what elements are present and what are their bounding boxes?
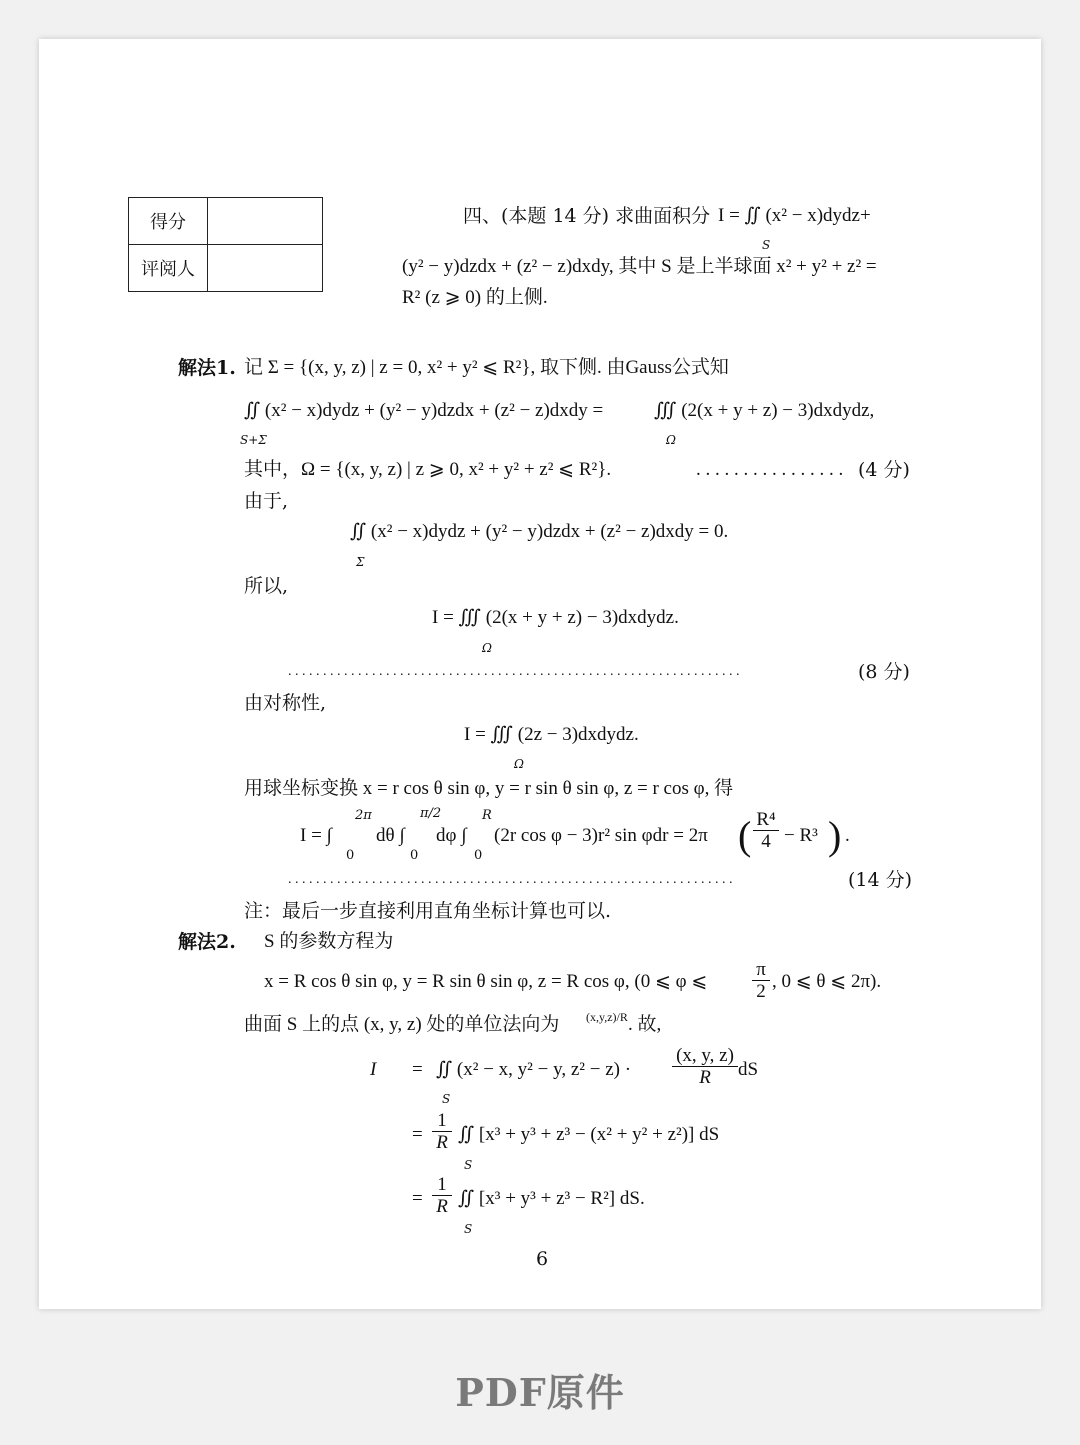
l3-frac — [432, 1175, 452, 1218]
score-label: 得分 — [129, 198, 208, 245]
l1-frac — [672, 1046, 738, 1089]
param-frac-den: 2 — [756, 981, 766, 1002]
l3-eq: = — [412, 1188, 423, 1209]
reviewer-cell — [208, 245, 323, 292]
l2-frac-num: 1 — [432, 1111, 452, 1132]
spherical-text: 用球坐标变换 x = r cos θ sin φ, y = r sin θ sin φ, z = r cos φ, 得 — [244, 778, 734, 799]
solution2-label: 解法2. — [178, 931, 236, 953]
eq2-sub: Σ — [356, 555, 365, 569]
l3-frac-num: 1 — [432, 1175, 452, 1196]
problem-formula: I = ∬ (x² − x)dydz+ — [718, 205, 871, 226]
problem-line2: (y² − y)dzdx + (z² − z)dxdy, 其中 S 是上半球面 x² + y² + z² = — [402, 256, 877, 277]
eq5-c-lower: 0 — [474, 848, 483, 863]
eq5-d: (2r cos φ − 3)r² sin φdr = 2π — [494, 825, 708, 846]
eq5-period: . — [845, 825, 850, 846]
eq4: I = ∭ (2z − 3)dxdydz. — [464, 724, 639, 745]
eq3-sub: Ω — [482, 641, 492, 655]
l3-sub: S — [464, 1222, 473, 1236]
eq2: ∬ (x² − x)dydz + (y² − y)dzdx + (z² − z)dxdy = 0. — [350, 521, 729, 542]
l3-int: ∬ [x³ + y³ + z³ − R²] dS. — [458, 1188, 645, 1209]
normal-frac: (x,y,z)/R — [586, 1010, 628, 1024]
param-frac-num: π — [752, 960, 770, 981]
eq1-left: ∬ (x² − x)dydz + (y² − y)dzdx + (z² − z)dxdy = — [244, 400, 604, 421]
eq5-frac — [753, 810, 779, 853]
param-end: , 0 ⩽ θ ⩽ 2π). — [772, 971, 882, 992]
normal-end: . 故, — [628, 1014, 662, 1035]
symmetry-text: 由对称性, — [244, 692, 327, 714]
l2-sub: S — [464, 1158, 473, 1172]
omega-def: 其中，Ω = {(x, y, z) | z ⩾ 0, x² + y² + z² ⩽ R²}. — [244, 459, 612, 480]
l1-int: ∬ (x² − x, y² − y, z² − z) · — [436, 1059, 632, 1080]
note-text: 注：最后一步直接利用直角坐标计算也可以. — [244, 900, 612, 922]
eq5-e: − R³ — [784, 825, 818, 846]
page-number: 6 — [536, 1248, 549, 1270]
eq5-a-upper: 2π — [355, 808, 372, 823]
problem-header: 四、(本题 14 分) 求曲面积分 — [463, 205, 711, 227]
l1-frac-den: R — [699, 1067, 711, 1088]
solution1-intro: 记 Σ = {(x, y, z) | z = 0, x² + y² ⩽ R²}, 取下侧. 由Gauss公式知 — [244, 357, 729, 378]
solution2-intro: S 的参数方程为 — [264, 931, 394, 952]
eq5-paren-open: ( — [738, 813, 752, 858]
l1-eq: = — [412, 1059, 423, 1080]
l1-end: dS — [738, 1059, 759, 1080]
eq3: I = ∭ (2(x + y + z) − 3)dxdydz. — [432, 607, 679, 628]
eq5-b-lower: 0 — [410, 848, 419, 863]
score-4: (4 分) — [858, 459, 910, 481]
l2-eq: = — [412, 1124, 423, 1145]
l2-frac-den: R — [436, 1132, 448, 1153]
l1-lhs: I — [370, 1059, 377, 1080]
l1-frac-num: (x, y, z) — [672, 1046, 738, 1067]
param-frac — [752, 960, 770, 1003]
normal-text: 曲面 S 上的点 (x, y, z) 处的单位法向为 — [244, 1014, 560, 1035]
eq1-left-sub: S+Σ — [240, 433, 267, 447]
eq5-b: dθ ∫ — [376, 825, 405, 846]
l2-int: ∬ [x³ + y³ + z³ − (x² + y² + z²)] dS — [458, 1124, 720, 1145]
eq5-paren-close: ) — [828, 813, 842, 858]
caption: PDF原件 — [455, 1370, 625, 1415]
eq1-right: ∭ (2(x + y + z) − 3)dxdydz, — [654, 400, 875, 421]
l3-frac-den: R — [436, 1196, 448, 1217]
therefore-text: 所以, — [244, 575, 289, 597]
eq5-b-upper: π/2 — [420, 806, 442, 821]
reviewer-label: 评阅人 — [129, 245, 208, 292]
eq1-right-sub: Ω — [666, 433, 676, 447]
dots-2: . . . . . . . . . . . . . . . . . . . . . . . . . . . . . . . . . . . . . . . . . . . . . . . . . . . . . . . . . . . . . . . . . — [288, 664, 740, 679]
eq4-sub: Ω — [514, 757, 524, 771]
eq5-c: dφ ∫ — [436, 825, 467, 846]
eq5-frac-num: R⁴ — [753, 810, 779, 831]
score-8: (8 分) — [858, 661, 910, 683]
since-text: 由于, — [244, 490, 289, 512]
problem-formula-sub: S — [762, 238, 771, 252]
eq5-frac-den: 4 — [761, 831, 771, 852]
eq5-a-lower: 0 — [346, 848, 355, 863]
param-eq: x = R cos θ sin φ, y = R sin θ sin φ, z = R cos φ, (0 ⩽ φ ⩽ — [264, 971, 708, 992]
l2-frac — [432, 1111, 452, 1154]
problem-line3: R² (z ⩾ 0) 的上侧. — [402, 287, 548, 308]
score-14: (14 分) — [848, 869, 913, 891]
dots-1: . . . . . . . . . . . . . . . . — [696, 459, 844, 480]
solution1-label: 解法1. — [178, 357, 236, 379]
eq5-a: I = ∫ — [300, 825, 332, 846]
score-table — [128, 197, 323, 292]
l1-sub: S — [442, 1092, 451, 1106]
score-cell — [208, 198, 323, 245]
dots-3: . . . . . . . . . . . . . . . . . . . . . . . . . . . . . . . . . . . . . . . . . . . . . . . . . . . . . . . . . . . . . . . . — [288, 872, 733, 887]
eq5-c-upper: R — [482, 808, 492, 823]
